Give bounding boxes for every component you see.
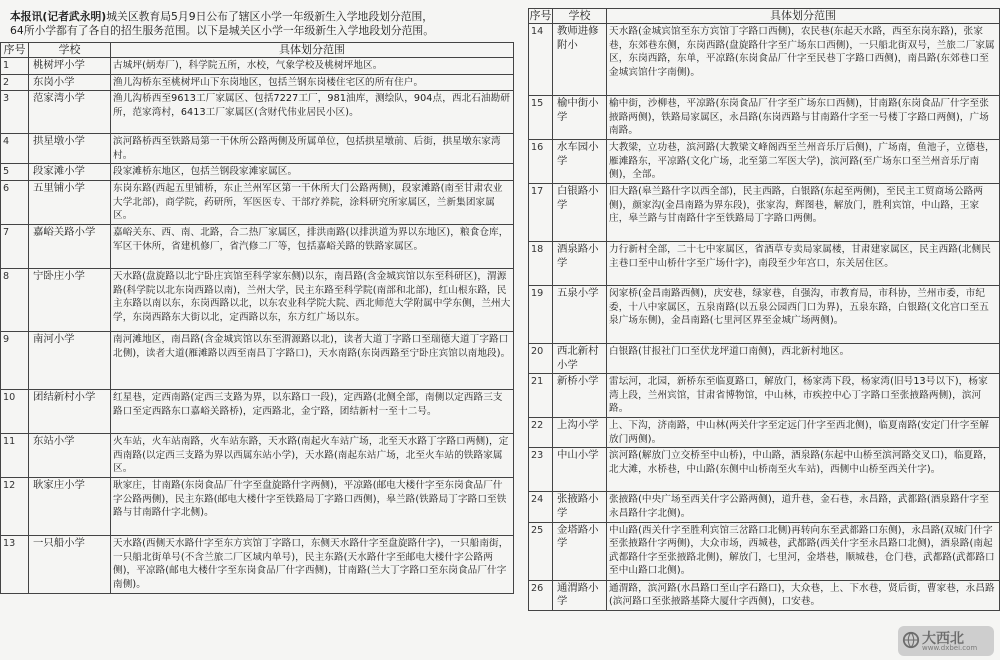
left-table-body bbox=[1, 58, 514, 594]
district-range: 闵家桥(金昌南路西侧)，庆安巷，绿家巷，自强沟，市教育局，市科协，兰州市委，市纪委，十八中家属区，五泉南路(以五泉公园西门口为界)，五泉东路，白银路(文化宫口至五泉广场东侧)，金昌南路(七里河区界至金城广场两侧)。 bbox=[607, 286, 1000, 344]
school-name: 一只船小学 bbox=[29, 535, 111, 593]
right-table bbox=[528, 8, 1000, 611]
school-name: 宁卧庄小学 bbox=[29, 268, 111, 331]
school-name: 榆中街小学 bbox=[553, 96, 607, 140]
table-row bbox=[529, 242, 1000, 286]
intro-paragraph bbox=[10, 10, 514, 38]
table-row bbox=[1, 58, 514, 75]
table-row bbox=[1, 389, 514, 433]
school-name: 水车园小学 bbox=[553, 140, 607, 184]
school-name: 东岗小学 bbox=[29, 74, 111, 91]
district-range: 东岗东路(西起五里铺桥，东止兰州军区第一干休所大门公路两侧)，段家滩路(南至甘肃农业大学北部)，商学院，药研所，军医医专、干部疗养院，涂料研究所家属区，兰新集团家属区。 bbox=[111, 180, 514, 224]
table-row bbox=[1, 74, 514, 91]
school-name: 通渭路小学 bbox=[553, 580, 607, 610]
school-name: 东站小学 bbox=[29, 433, 111, 477]
row-number: 12 bbox=[1, 477, 29, 535]
school-name: 新桥小学 bbox=[553, 374, 607, 418]
district-range: 榆中街，沙柳巷，平凉路(东岗食品厂什字至广场东口西侧)，甘南路(东岗食品厂什字至张掖路两侧)，铁路局家属区，永昌路(东岗西路与甘南路什字至一号楼丁字路口两侧)，广场南路。 bbox=[607, 96, 1000, 140]
right-table-body bbox=[529, 24, 1000, 611]
row-number: 25 bbox=[529, 522, 553, 580]
district-range: 渔儿沟桥西至9613工厂家属区、包括7227工厂，981油库，测绘队，904点，西北石油勘研所，范家湾村，6413工厂家属区(含财代伟业居民小区)。 bbox=[111, 91, 514, 134]
row-number: 14 bbox=[529, 24, 553, 96]
table-row bbox=[1, 180, 514, 224]
school-name: 拱星墩小学 bbox=[29, 134, 111, 164]
school-name: 五里铺小学 bbox=[29, 180, 111, 224]
district-range: 中山路(西关什字至胜利宾馆三岔路口北侧)再转向东至武都路口东侧)，永昌路(双城门什字至张掖路什字两侧)，大众市场，西城巷，武都路(西关什字至永昌路口北侧)，酒泉路(南起武都路什字至张掖路北侧)，解放门，七里河，金塔巷，顺城巷，仓门巷，武都路(武都路口至中山路口北侧)。 bbox=[607, 522, 1000, 580]
left-table bbox=[0, 42, 514, 594]
district-range: 红星巷，定西南路(定西三支路为界，以东路口一段)，定西路(北侧全部，南侧以定西路三支路口至定西路东口嘉峪关路桥)，定西路北，金宁路，团结新村一至十二号。 bbox=[111, 389, 514, 433]
row-number: 10 bbox=[1, 389, 29, 433]
school-name: 嘉峪关路小学 bbox=[29, 224, 111, 268]
table-row bbox=[1, 134, 514, 164]
district-range: 嘉峪关东、西、南、北路，合二热厂家属区，排洪南路(以排洪道为界以东地区)，粮食仓库，军区干休所，省建机修厂，省汽修二厂等，包括嘉峪关路的铁路家属区。 bbox=[111, 224, 514, 268]
district-range: 段家滩桥东地区，包括兰钢段家滩家属区。 bbox=[111, 164, 514, 181]
row-number: 4 bbox=[1, 134, 29, 164]
header-range: 具体划分范围 bbox=[111, 43, 514, 58]
table-row bbox=[1, 331, 514, 389]
district-range: 滨河路(解放门立交桥至中山桥)，中山路，酒泉路(东起中山桥至滨河路交叉口)，临夏路，北大滩，水桥巷，中山路(东侧中山桥南至火车站)，西侧中山桥至西关什字)。 bbox=[607, 448, 1000, 492]
header-no: 序号 bbox=[529, 9, 552, 22]
school-name: 金塔路小学 bbox=[553, 522, 607, 580]
row-number: 2 bbox=[1, 74, 29, 91]
left-table-header bbox=[1, 43, 514, 58]
school-name: 白银路小学 bbox=[553, 184, 607, 242]
row-number: 7 bbox=[1, 224, 29, 268]
table-row bbox=[1, 268, 514, 331]
school-name: 酒泉路小学 bbox=[553, 242, 607, 286]
district-range: 天水路(金城宾馆至东方宾馆丁字路口西侧)，农民巷(东起天水路，西至东岗东路)，张家巷，东郊巷东侧，东岗西路(盘旋路什字至广场东口西侧)，一只船北街双号，兰旅二厂家属区，东岗西路，东单，平凉路(东岗食品厂什字至民巷丁字路口西侧)，南昌路(东郊巷口至金城宾馆什字南侧)。 bbox=[607, 24, 1000, 96]
table-row bbox=[1, 164, 514, 181]
school-name: 张掖路小学 bbox=[553, 492, 607, 522]
table-row bbox=[1, 535, 514, 593]
school-name: 教师进修附小 bbox=[553, 24, 607, 96]
district-range: 古城坪(炳寿厂)，科学院五所，水校，气象学校及桃树坪地区。 bbox=[111, 58, 514, 75]
district-range: 火车站，火车站南路，火车站东路，天水路(南起火车站广场，北至天水路丁字路口两侧)，定西南路(以定西三支路为界以西属东站小学)，天水路(南起东站广场，北至火车站的铁路家属区。 bbox=[111, 433, 514, 477]
school-name: 上沟小学 bbox=[553, 418, 607, 448]
row-number: 20 bbox=[529, 344, 553, 374]
district-range: 白银路(甘报社门口至伏龙坪道口南侧)，西北新村地区。 bbox=[607, 344, 1000, 374]
left-column bbox=[0, 4, 514, 594]
site-watermark bbox=[898, 626, 994, 656]
table-row bbox=[529, 492, 1000, 522]
right-column bbox=[528, 8, 1000, 611]
row-number: 23 bbox=[529, 448, 553, 492]
district-range: 通渭路，滨河路(水昌路口至山字石路口)，大众巷，上、下水巷，贤后街，曹家巷，永昌路(滨河路口至张掖路基降大厦什字西侧)，口安巷。 bbox=[607, 580, 1000, 610]
header-range: 具体划分范围 bbox=[607, 9, 1000, 24]
row-number: 1 bbox=[1, 58, 29, 75]
school-name: 段家滩小学 bbox=[29, 164, 111, 181]
district-range: 上、下沟，济南路，中山林(两关什字至定远门什字至西北侧)，临夏南路(安定门什字至解放门两侧)。 bbox=[607, 418, 1000, 448]
table-row bbox=[529, 344, 1000, 374]
school-name: 耿家庄小学 bbox=[29, 477, 111, 535]
row-number: 5 bbox=[1, 164, 29, 181]
watermark-text: 大西北 bbox=[922, 631, 964, 647]
district-range: 滨河路桥西至铁路局第一干休所公路两侧及所属单位，包括拱星墩前、后街，拱星墩东家湾村。 bbox=[111, 134, 514, 164]
school-name: 桃树坪小学 bbox=[29, 58, 111, 75]
table-row bbox=[529, 96, 1000, 140]
table-row bbox=[529, 580, 1000, 610]
row-number: 21 bbox=[529, 374, 553, 418]
row-number: 24 bbox=[529, 492, 553, 522]
table-row bbox=[1, 477, 514, 535]
intro-line-2: 64所小学都有了各自的招生服务范围。以下是城关区小学一年级新生入学地段划分范围。 bbox=[10, 24, 435, 37]
district-range: 天水路(盘旋路以北宁卧庄宾馆至科学家东侧)以东，南昌路(含金城宾馆以东至科研区)，渭源路(科学院以北东岗西路以南)，兰州大学，民主东路至科学院(南部和北部)，红山根东路，民主东路以南以东，东岗西路以北，以东农业科学院大院、西北师范大学附属中学东侧，兰州大学，东岗西路东大街以北，定西路以东，东方红广场以东。 bbox=[111, 268, 514, 331]
row-number: 26 bbox=[529, 580, 553, 610]
row-number: 19 bbox=[529, 286, 553, 344]
row-number: 15 bbox=[529, 96, 553, 140]
district-range: 雷坛河，北园，新桥东至临夏路口，解放门，杨家湾下段，杨家湾(旧号13号以下)，杨家湾上段，兰州宾馆，甘肃省博物馆，中山林，市疾控中心丁字路口至张掖路两侧)，滨河路。 bbox=[607, 374, 1000, 418]
table-row bbox=[529, 286, 1000, 344]
header-school: 学校 bbox=[553, 9, 607, 24]
district-range: 耿家庄，甘南路(东岗食品厂什字至盘旋路什字两侧)，平凉路(邮电大楼什字至东岗食品厂什字公路两侧)，民主东路(邮电大楼什字至铁路局丁字路口西侧)，皋兰路(铁路局丁字路口至铁路与甘南路什字北侧)。 bbox=[111, 477, 514, 535]
table-row bbox=[529, 24, 1000, 96]
globe-icon bbox=[902, 631, 920, 649]
row-number: 17 bbox=[529, 184, 553, 242]
row-number: 6 bbox=[1, 180, 29, 224]
row-number: 16 bbox=[529, 140, 553, 184]
header-school: 学校 bbox=[29, 43, 111, 58]
district-range: 渔儿沟桥东至桃树坪山下东岗地区，包括兰钢东岗楼住宅区的所有住户。 bbox=[111, 74, 514, 91]
school-name: 西北新村小学 bbox=[553, 344, 607, 374]
intro-byline: 本报讯(记者武永明) bbox=[10, 10, 107, 23]
right-table-header bbox=[529, 9, 1000, 24]
district-range: 张掖路(中央广场至西关什字公路两侧)，道升巷，金石巷，永昌路，武都路(酒泉路什字至永昌路什字北侧)。 bbox=[607, 492, 1000, 522]
row-number: 9 bbox=[1, 331, 29, 389]
row-number: 13 bbox=[1, 535, 29, 593]
district-range: 天水路(西侧天水路什字至东方宾馆丁字路口，东侧天水路什字至盘旋路什字)，一只船南街，一只船北街单号(不含兰旅二厂区域内单号)，民主东路(天水路什字至邮电大楼什字公路两侧)，平凉路(邮电大楼什字至东岗食品厂什字西侧)，甘南路(兰大丁字路口至东岗食品厂什字南侧)。 bbox=[111, 535, 514, 593]
table-row bbox=[529, 140, 1000, 184]
school-name: 中山小学 bbox=[553, 448, 607, 492]
district-range: 大教梁，立功巷，滨河路(大教梁文峰阁西至兰州音乐厅后侧)，广场南，鱼池子，立德巷，雁滩路东，平凉路(文化广场，北至第二军医大学)，滨河路(至广场东口至兰州音乐厅南侧)，全部。 bbox=[607, 140, 1000, 184]
table-row bbox=[529, 522, 1000, 580]
watermark-url: www.dxbei.com bbox=[922, 644, 978, 652]
row-number: 11 bbox=[1, 433, 29, 477]
district-range: 旧大路(皋兰路什字以西全部)，民主西路，白银路(东起至两侧)，至民主工贸商场公路两侧)，颜家沟(金昌南路为界东段)，张家沟，辉图巷，解放门，胜利宾馆，中山路，王家庄，皋兰路与甘南路什字至铁路局丁字路口两侧。 bbox=[607, 184, 1000, 242]
school-name: 南河小学 bbox=[29, 331, 111, 389]
school-name: 范家湾小学 bbox=[29, 91, 111, 134]
table-row bbox=[1, 224, 514, 268]
header-no: 序号 bbox=[1, 43, 29, 58]
row-number: 22 bbox=[529, 418, 553, 448]
row-number: 8 bbox=[1, 268, 29, 331]
district-range: 力行新村全部，二十七中家属区，省酒草专卖局家属楼，甘肃建家属区，民主西路(北侧民主巷口至中山桥什字至广场什字)，南段至少年宫口，东关居住区。 bbox=[607, 242, 1000, 286]
table-row bbox=[529, 184, 1000, 242]
table-row bbox=[1, 433, 514, 477]
school-name: 五泉小学 bbox=[553, 286, 607, 344]
intro-text-1: 城关区教育局5月9日公布了辖区小学一年级新生入学地段划分范围， bbox=[106, 10, 434, 23]
table-row bbox=[529, 374, 1000, 418]
intro-line-1 bbox=[10, 10, 514, 24]
row-number: 18 bbox=[529, 242, 553, 286]
school-name: 团结新村小学 bbox=[29, 389, 111, 433]
district-range: 南河滩地区，南昌路(含金城宾馆以东至渭源路以北)，读者大道丁字路口至瑞德大道丁字路口北侧)，读者大道(雁滩路以西至南昌丁字路口)，天水南路(东岗西路至宁卧庄宾馆以南地段)。 bbox=[111, 331, 514, 389]
table-row bbox=[529, 448, 1000, 492]
table-row bbox=[529, 418, 1000, 448]
row-number: 3 bbox=[1, 91, 29, 134]
table-row bbox=[1, 91, 514, 134]
